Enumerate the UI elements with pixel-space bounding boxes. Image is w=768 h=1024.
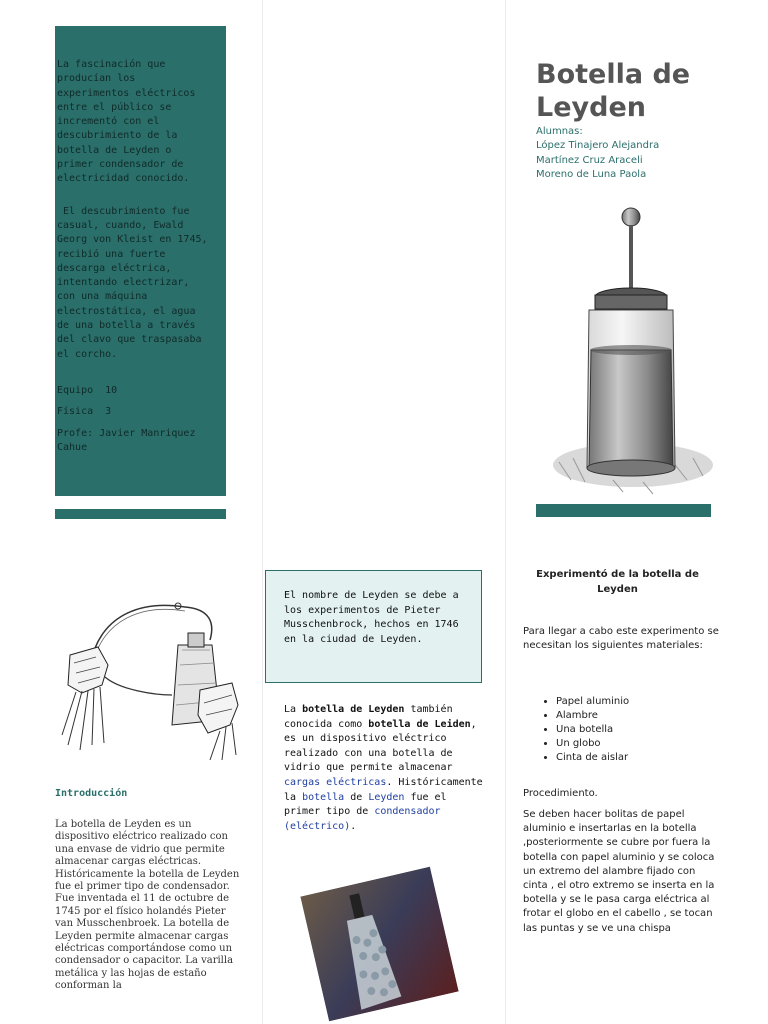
author-name: Martínez Cruz Araceli: [536, 154, 643, 166]
experiment-title: Experimentó de la botella de Leyden: [536, 569, 699, 595]
list-item: • Una botella: [556, 723, 629, 737]
author-name: López Tinajero Alejandra: [536, 140, 660, 152]
experiment-intro: Para llegar a cabo este experimento se necesitan los siguientes materiales:: [523, 626, 719, 652]
subject-label: Física 3: [57, 406, 112, 418]
authors-block: [536, 125, 659, 182]
fold-line-1: [262, 0, 263, 1024]
divider-bar-right: [536, 504, 711, 517]
link-leyden[interactable]: Leyden: [368, 791, 405, 803]
callout-text: El nombre de Leyden se debe a los experimentos de Pieter Musschenbrock, hechos en 1746 en la ciudad de Leyden.: [284, 590, 459, 645]
procedure-text: Se deben hacer bolitas de papel aluminio e insertarlas en la botella ,posteriormente se cubre por fuera la botella con papel aluminio y se coloca un extremo del alambre fijado con cinta , el otro extremo se inserta en la botella y se le pasa carga eléctrica al frotar el globo en el cabello , se tocan las puntas y se ve una chispa: [523, 809, 715, 934]
materials-list: [540, 695, 629, 765]
history-box: [55, 26, 226, 496]
team-label: Equipo 10: [57, 384, 118, 396]
def-text-6: fue el primer tipo de: [284, 791, 447, 818]
procedure-label: Procedimiento.: [523, 788, 598, 799]
list-item: • Un globo: [556, 737, 629, 751]
def-text-4: . Históricamente la: [284, 776, 483, 803]
list-item: • Papel aluminio: [556, 695, 629, 709]
teacher-label: Profe: Javier Manriquez Cahue: [57, 427, 196, 453]
list-item: • Cinta de aislar: [556, 751, 629, 765]
divider-bar-left: [55, 509, 226, 519]
definition-paragraph: [284, 703, 484, 834]
def-text-2: también conocida como: [284, 704, 453, 730]
link-botella[interactable]: botella: [302, 791, 345, 803]
authors-label: Alumnas:: [536, 126, 583, 137]
name-origin-callout: [265, 570, 482, 683]
list-item: • Alambre: [556, 709, 629, 723]
leyden-jar-illustration: [553, 200, 715, 500]
def-text-7: .: [350, 820, 357, 832]
history-paragraph-2: El descubrimiento fue casual, cuando, Ewald Georg von Kleist en 1745, recibió una fuerte descarga eléctrica, intentando electrizar, con una máquina electrostática, el agua de una botella a través del clavo que traspasaba el corcho.: [57, 205, 208, 360]
link-condensador[interactable]: condensador (eléctrico): [284, 806, 441, 832]
def-bold-1: botella de Leyden: [302, 704, 405, 715]
def-text-3: , es un dispositivo eléctrico realizado con una botella de vidrio que permite almacenar: [284, 718, 477, 774]
history-paragraph-1: La fascinación que producían los experimentos eléctricos entre el público se incrementó con el descubrimiento de la botella de Leyden o primer condensador de electricidad conocido.: [57, 59, 196, 185]
introduction-heading: Introducción: [55, 788, 128, 799]
author-name: Moreno de Luna Paola: [536, 168, 647, 180]
introduction-text: La botella de Leyden es un dispositivo eléctrico realizado con una envase de vidrio que permite almacenar cargas eléctricas. Históricamente la botella de Leyden fue el primer tipo de condensador. Fue inventada el 11 de octubre de 1745 por el físico holandés Pieter van Musschenbroek. La botella de Leyden permite almacenar cargas eléctricas comportándose como un condensador o capacitor. La varilla metálica y las hojas de estaño conforman la: [55, 819, 240, 992]
fold-line-2: [505, 0, 506, 1024]
brochure-title: Botella de Leyden: [536, 59, 691, 123]
def-text-5: de: [344, 791, 369, 803]
foil-bottle-photo: [300, 867, 458, 1022]
def-text-1: La: [284, 704, 303, 715]
def-bold-2: botella de Leiden: [368, 718, 471, 730]
leyden-jar-experiment-illustration: [60, 595, 240, 765]
link-cargas-electricas[interactable]: cargas eléctricas: [284, 776, 387, 788]
